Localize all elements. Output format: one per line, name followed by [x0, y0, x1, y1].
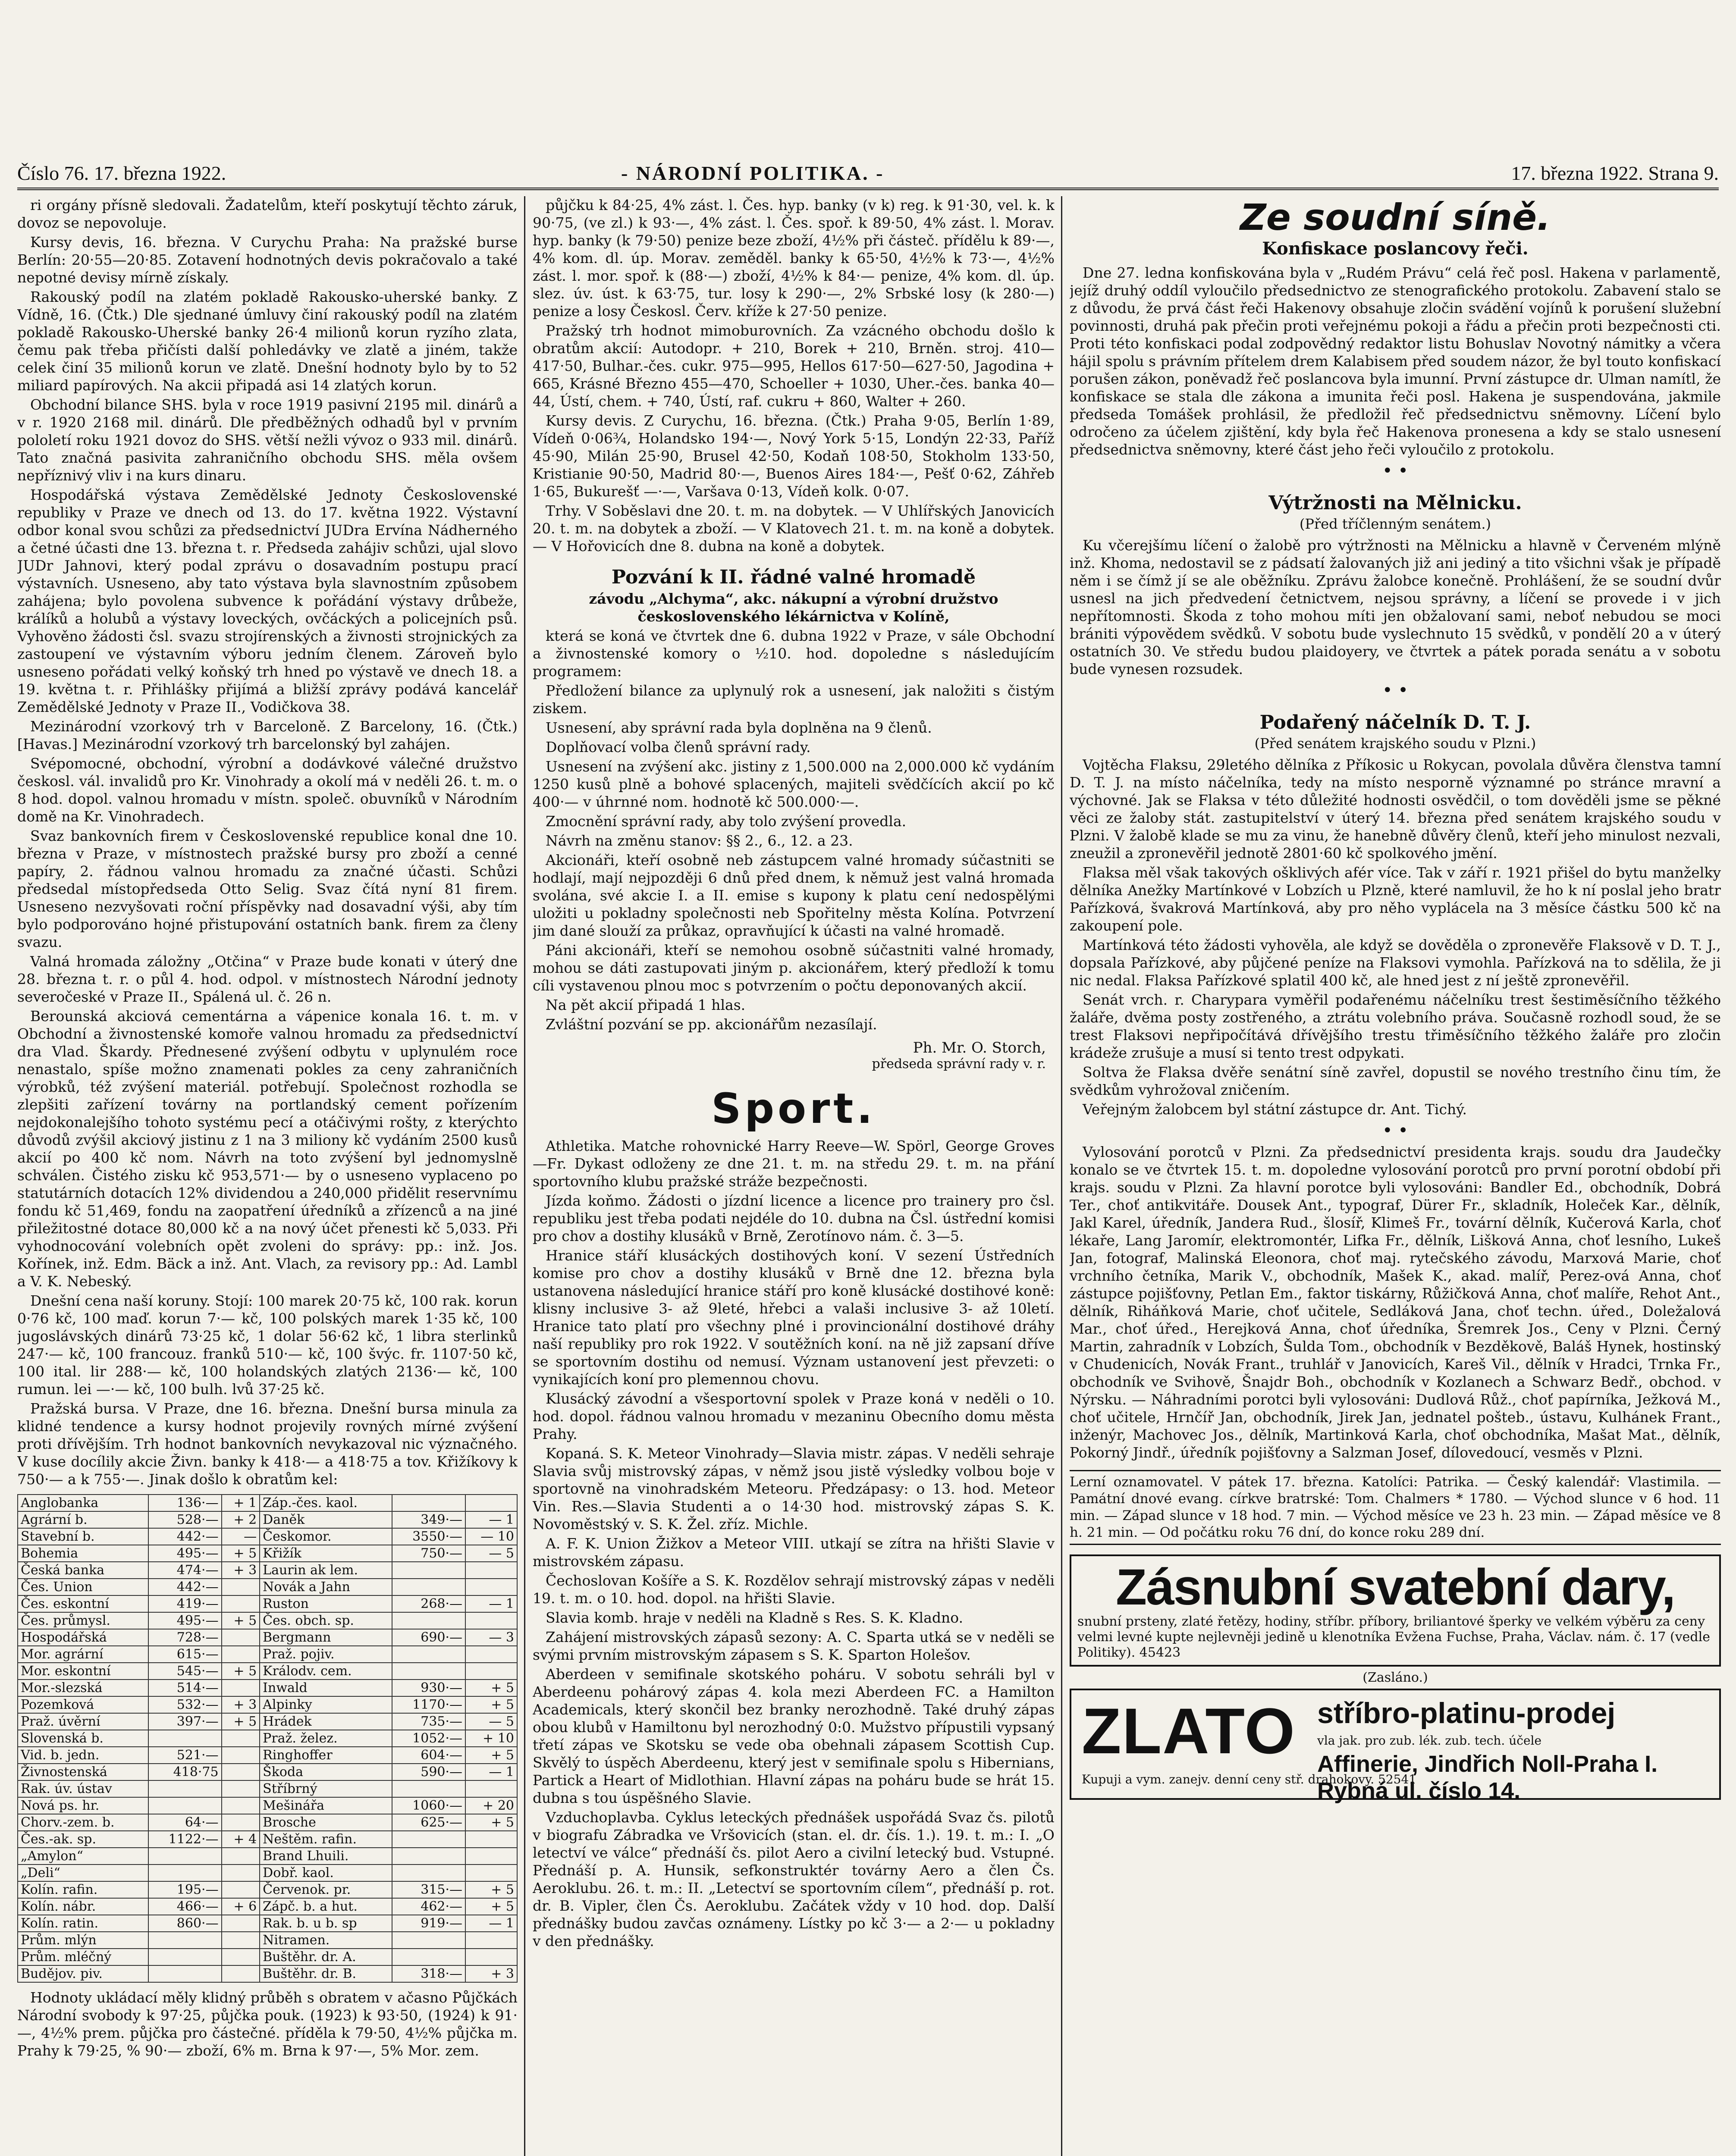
table-cell: 521·—: [148, 1747, 222, 1764]
table-row: [18, 1848, 517, 1865]
table-cell: Ruston: [260, 1595, 392, 1612]
table-row: [18, 1932, 517, 1949]
table-cell: 136·—: [148, 1495, 222, 1511]
table-cell: — 3: [465, 1629, 517, 1646]
article-para: Obchodní bilance SHS. byla v roce 1919 pasivní 2195 mil. dinárů a v r. 1920 2168 mil. dinárů. Dle předběžných odhadů byl v prvním pololetí roku 1921 dovoz do SHS. větší nežli vývoz o 933 mil. dinárů. Tato značná pasivita zahraničního obchodu SHS. měla ovšem nepříznivý vliv i na kurs dinaru.: [17, 396, 518, 484]
table-cell: 462·—: [392, 1898, 465, 1915]
table-cell: Praž. pojiv.: [260, 1646, 392, 1663]
sport-para: Vzduchoplavba. Cyklus leteckých přednášek uspořádá Svaz čs. pilotů v biografu Zábradka ve Vršovicích (stan. el. dr. čís. 1.). 19. t. m.: I. „O letectví ve válce“ přednáší čs. pilot Aero a civilní letecký bud. Vstupné. Přednáší p. A. Hunsik, sefkonstruktér továrny Aero a člen Čs. Aeroklubu. 26. t. m.: II. „Letectví se sportovním cílem“, přednáší p. rot. dr. B. Vipler, člen Čs. Aeroklubu. Začátek vždy v 10 hod. dop. Další přednášky budou zavčas oznámeny. Lístky po kč 3·— a 2·— u pokladny v den přednášky.: [533, 1809, 1055, 1949]
table-cell: Neštěm. rafin.: [260, 1831, 392, 1848]
article-para: Dne 27. ledna konfiskována byla v „Rudém Právu“ celá řeč posl. Hakena v parlamentě, jejíž druhý oddíl vyloučilo předsednictvo ze stenografického protokolu. Zabavení stalo se z důvodu, že prvá část řeči Hakenovy obsahuje zločin svádění vojínů k porušení služební povinnosti, druhá pak přečin proti veřejnému pokoji a řádu a přečin proti bezpečnosti cti. Proti této konfiskaci podal zodpovědný redaktor listu Bohuslav Novotný námitky a včera hájil spolu s právním přítelem drem Kalabisem před soudem názor, že byl touto konfiskací porušen zákon, poněvadž řeč poslancova byla imunní. První zástupce dr. Ulman namítl, že konfiskace se stala dle zákona a imunita řeči posl. Hakena je suspendována, jakmile předseda Tomášek prohlásil, že předložil řeč předsednictvu sněmovny. Líčení bylo odročeno za účelem zjištění, kdy byla řeč Hakenova pronesena a kdy se stalo usnesení předsednictva sněmovny, které část jeho řeči vyloučilo z protokolu.: [1070, 264, 1721, 458]
table-cell: Brosche: [260, 1814, 392, 1831]
table-cell: Kolín. ratin.: [18, 1915, 148, 1932]
table-cell: 195·—: [148, 1881, 222, 1898]
column-middle: [533, 196, 1055, 2156]
article-para: Hodnoty ukládací měly klidný průběh s obratem v ačasno Půjčkách Národní svobody k 97·25, půjčka pouk. (1923) k 93·50, (1924) k 91·—, 4½% prem. půjčka pro částečné. příděla k 79·50, 4½% půjčka m. Prahy k 79·25, % 90·— zboží, 6% m. Brna k 97·—, 5% Mor. zem.: [17, 1989, 518, 2059]
header-left: Číslo 76. 17. března 1922.: [17, 162, 226, 184]
table-cell: 3550·—: [392, 1528, 465, 1545]
table-cell: Čes. obch. sp.: [260, 1612, 392, 1629]
article-para: Veřejným žalobcem byl státní zástupce dr. Ant. Tichý.: [1083, 1101, 1467, 1118]
table-cell: Daněk: [260, 1511, 392, 1528]
table-cell: [148, 1965, 222, 1982]
article-note: (Před tříčlenným senátem.): [1299, 516, 1491, 532]
table-cell: Agrární b.: [18, 1511, 148, 1528]
article-para: Pražská bursa. V Praze, dne 16. března. Dnešní bursa minula za klidné tendence a kursy hodnot projevily rovných mírné zvýšení proti dřívějším. Trh hodnot bankovních nevykazoval nic význačného. V kuse docílily akcie Živn. banky k 418·— a 418·75 a tov. Křižíkovy k 750·— a k 755·—. Jinak došlo k obratům kel:: [17, 1400, 518, 1488]
table-cell: [465, 1579, 517, 1595]
table-cell: Novák a Jahn: [260, 1579, 392, 1595]
table-cell: 419·—: [148, 1595, 222, 1612]
table-cell: [222, 1915, 260, 1932]
table-cell: Buštěhr. dr. B.: [260, 1965, 392, 1982]
section-title-court: Ze soudní síně.: [1240, 196, 1551, 238]
signature-role: předseda správní rady v. r.: [872, 1056, 1046, 1072]
table-cell: Králodv. cem.: [260, 1663, 392, 1680]
article-para: Kursy devis, 16. března. V Curychu Praha: Na pražské burse Berlín: 20·55—20·85. Zotavení hodnotných devis pokračovalo a také nepotné devisy mírně získaly.: [17, 234, 518, 286]
table-cell: 442·—: [148, 1579, 222, 1595]
table-cell: [392, 1831, 465, 1848]
table-cell: [465, 1865, 517, 1881]
table-cell: Nitramen.: [260, 1932, 392, 1949]
invitation-para: Usnesení, aby správní rada byla doplněna na 9 členů.: [546, 719, 932, 736]
advert-note: (Zasláno.): [1362, 1670, 1428, 1685]
table-cell: [222, 1646, 260, 1663]
table-cell: 1060·—: [392, 1797, 465, 1814]
table-cell: + 4: [222, 1831, 260, 1848]
table-cell: Pozemková: [18, 1696, 148, 1713]
column-court: [1070, 196, 1721, 2156]
header-masthead: - NÁRODNÍ POLITIKA. -: [621, 162, 885, 184]
table-cell: + 5: [465, 1881, 517, 1898]
table-cell: Zápč. b. a hut.: [260, 1898, 392, 1915]
table-cell: [222, 1797, 260, 1814]
table-row: [18, 1915, 517, 1932]
separator: • •: [1382, 461, 1408, 481]
column-rule: [1061, 196, 1062, 2156]
table-row: [18, 1730, 517, 1747]
table-cell: + 5: [465, 1747, 517, 1764]
table-cell: — 5: [465, 1545, 517, 1562]
table-cell: „Amylon“: [18, 1848, 148, 1865]
article-note: (Před senátem krajského soudu v Plzni.): [1254, 735, 1536, 752]
table-cell: Chorv.-zem. b.: [18, 1814, 148, 1831]
invitation-para: Na pět akcií připadá 1 hlas.: [546, 997, 746, 1013]
table-cell: 1170·—: [392, 1696, 465, 1713]
table-row: [18, 1612, 517, 1629]
table-cell: [222, 1579, 260, 1595]
invitation-para: Akcionáři, kteří osobně neb zástupcem valné hromady súčastniti se hodlají, mají nejpozději 6 dnů před dnem, k němuž jest valná hromada svolána, své akcie I. a II. emise s kupony k platu cení nedospělými uložiti u pokladny společnosti neb Spořitelny města Kolína. Potvrzení jim dané slouží za průkaz, opravňující k účasti na valné hromadě.: [533, 852, 1055, 939]
advert-gold-line3: Affinerie, Jindřich Noll-Praha I. Rybná ul. číslo 14.: [1317, 1751, 1658, 1804]
table-cell: 1052·—: [392, 1730, 465, 1747]
table-cell: Prům. mléčný: [18, 1949, 148, 1965]
table-cell: + 5: [222, 1612, 260, 1629]
table-cell: Mor.-slezská: [18, 1680, 148, 1696]
column-rule: [524, 196, 525, 2156]
table-cell: 495·—: [148, 1612, 222, 1629]
table-cell: Bergmann: [260, 1629, 392, 1646]
table-cell: + 2: [222, 1511, 260, 1528]
table-cell: [148, 1932, 222, 1949]
article-para: Soltva že Flaksa dvěře senátní síně zavřel, dopustil se nového trestního činu tím, že svědkům vyhrožoval zničením.: [1070, 1064, 1721, 1098]
sport-para: Athletika. Matche rohovnické Harry Reeve—W. Spörl, George Groves—Fr. Dykast odloženy ze dne 21. t. m. na středu 29. t. m. na přání sportovního klubu pražské stráže bezpečnosti.: [533, 1138, 1055, 1190]
table-row: [18, 1528, 517, 1545]
table-cell: 315·—: [392, 1881, 465, 1898]
table-cell: [465, 1495, 517, 1511]
article-para: Svépomocné, obchodní, výrobní a dodávkové válečné družstvo českosl. vál. invalidů pro Kr. Vinohrady a okolí má v neděli 26. t. m. o 8 hod. dopol. valnou hromadu v místn. společ. obuvníků v Národním domě na Kr. Vinohradech.: [17, 755, 518, 825]
table-cell: [465, 1562, 517, 1579]
table-cell: [392, 1646, 465, 1663]
table-cell: [222, 1730, 260, 1747]
article-heading: Konfiskace poslancovy řeči.: [1262, 238, 1529, 259]
table-cell: [148, 1780, 222, 1797]
article-para: Ku včerejšímu líčení o žalobě pro výtržnosti na Mělnicku a hlavně v Červeném mlýně inž. Khoma, nedostavil se z pádsatí žalovaných již ani jediný a tito všichni však je případě něm i se čímž jí se ale oběžníku. Zprávu žalobce konečně. Prohlášení, že se soudní dvůr usnesl na jich předvedení četnictvem, nejsou správny, a líčení se provede i v jich nepřítomnosti. Škoda z toho mohou míti jen obžalovaní sami, neboť nebudou se moci brániti výpovědem svědků. V sobotu bude vyslechnuto 15 svědků, v pondělí 20 a v úterý ostatních 30. Ve středu budou plaidoyery, ve čtvrtek a pátek porada senátu a v sobotu bude vynesen rozsudek.: [1070, 537, 1721, 677]
table-cell: + 3: [222, 1562, 260, 1579]
table-row: [18, 1949, 517, 1965]
invitation-para: Předložení bilance za uplynulý rok a usnesení, jak naložiti s čistým ziskem.: [533, 682, 1055, 717]
table-cell: + 5: [222, 1545, 260, 1562]
table-cell: + 1: [222, 1495, 260, 1511]
table-cell: 528·—: [148, 1511, 222, 1528]
invitation-para: Doplňovací volba členů správní rady.: [546, 739, 811, 755]
table-cell: Alpinky: [260, 1696, 392, 1713]
table-row: [18, 1562, 517, 1579]
table-cell: — 5: [465, 1713, 517, 1730]
table-cell: 64·—: [148, 1814, 222, 1831]
table-cell: Škoda: [260, 1764, 392, 1780]
table-cell: [222, 1780, 260, 1797]
table-cell: 919·—: [392, 1915, 465, 1932]
advert-text: snubní prsteny, zlaté řetězy, hodiny, stříbr. příbory, briliantové šperky ve velkém výběru za ceny velmi levné kupte nejlevněji jedině u klenotníka Evžena Fuchse, Praha, Václav. nám. č. 17 (vedle Politiky). 45423: [1077, 1614, 1710, 1660]
table-row: [18, 1511, 517, 1528]
table-cell: [148, 1797, 222, 1814]
table-cell: 514·—: [148, 1680, 222, 1696]
table-row: [18, 1713, 517, 1730]
article-para: Mezinárodní vzorkový trh v Barceloně. Z Barcelony, 16. (Čtk.) [Havas.] Mezinárodní vzorkový trh barcelonský byl zahájen.: [17, 718, 518, 752]
table-cell: + 5: [222, 1713, 260, 1730]
table-cell: + 5: [465, 1680, 517, 1696]
table-cell: [465, 1848, 517, 1865]
table-cell: + 6: [222, 1898, 260, 1915]
invitation-para: Zvláštní pozvání se pp. akcionářům nezasílají.: [546, 1016, 877, 1033]
table-cell: Červenok. pr.: [260, 1881, 392, 1898]
table-row: [18, 1663, 517, 1680]
invitation-heading: Pozvání k II. řádné valné hromadě: [611, 566, 976, 588]
table-cell: Nová ps. hr.: [18, 1797, 148, 1814]
table-cell: [392, 1865, 465, 1881]
table-cell: + 10: [465, 1730, 517, 1747]
table-cell: + 5: [222, 1663, 260, 1680]
table-cell: — 1: [465, 1915, 517, 1932]
table-cell: [222, 1764, 260, 1780]
table-cell: [465, 1646, 517, 1663]
table-cell: [392, 1932, 465, 1949]
article-para: Vylosování porotců v Plzni. Za předsednictví presidenta krajs. soudu dra Jaudečky konalo se ve čtvrtek 15. t. m. dopoledne vylosování porotců pro první porotní období při krajs. soudu v Plzni. Za hlavní porotce byli vylosováni: Bandler Ed., obchodník, Dobrá Ter., choť antikvitáře. Dousek Ant., typograf, Dürer Fr., skladník, Holeček Kar., dělník, Jakl Karel, úředník, Jandera Rud., šlosíř, Klimeš Fr., tovární dělník, Kučerová Karla, choť lékaře, Lang Jaromír, elektromontér, Lifka Fr., dělník, Lišková Anna, choť lesního, Lukeš Jan, fotograf, Malinská Eleonora, choť maj. rytečského závodu, Marxová Marie, choť vrchního četníka, Marik V., obchodník, Mašek K., akad. malíř, Perez-ová Anna, choť zástupce pojišťovny, Petlan Em., faktor tiskárny, Růžičková Anna, choť malíře, Rehot Ant., dělník, Riháňková Marie, choť učitele, Sedláková Jana, choť techn. úřed., Doležalová Mar., choť úřed., Herejková Anna, choť úředníka, Šremrek Jos., Ceny v Plzni. Černý Martin, zahradník v Lobzích, Šulda Tom., obchodník v Bezděkově, Baláš Hynek, hostinský v Chudenicích, Novák Frant., truhlář v Janovicích, Kareš Vil., dělník v Hradci, Trnka Fr., obchodník ve Svihově, Šnajdr Boh., obchodník v Kozlanech a Schwarz Bedř., obchod. v Nýrsku. — Náhradními porotci byli vylosováni: Dudlová Růž., choť papírníka, Ježková M., choť učitele, Hrnčíř Jan, obchodník, Jirek Jan, jednatel pošteb., ústavu, Kulhánek Frant., inženýr, Machovec Jos., dělník, Martinková Karla, choť obchodníka, Mašat Mat., dělník, Pokorný Jindř., úředník pojišťovny a Salzman Josef, dílovedoucí, vesměs v Plzni.: [1070, 1144, 1721, 1461]
advert-gold-title: ZLATO: [1082, 1695, 1296, 1767]
table-cell: Mešinářa: [260, 1797, 392, 1814]
article-para: Dnešní cena naší koruny. Stojí: 100 marek 20·75 kč, 100 rak. korun 0·76 kč, 100 maď. korun 7·— kč, 100 polských marek 1·35 kč, 100 jugoslávských dinárů 73·25 kč, 1 dolar 56·62 kč, 1 libra sterlinků 247·— kč, 100 francouz. franků 510·— kč, 100 švýc. fr. 1107·50 kč, 100 ital. lir 288·— kč, 100 holandských zlatých 2136·— kč, 100 rumun. lei —·— kč, 100 bulh. lvů 37·25 kč.: [17, 1292, 518, 1398]
table-cell: 545·—: [148, 1663, 222, 1680]
header-right: 17. března 1922. Strana 9.: [1511, 162, 1719, 184]
table-cell: [392, 1612, 465, 1629]
table-cell: [148, 1730, 222, 1747]
advert-title: Zásnubní svatební dary,: [1115, 1559, 1675, 1616]
invitation-para: Návrh na změnu stanov: §§ 2., 6., 12. a 23.: [546, 832, 853, 849]
article-heading: Podařený náčelník D. T. J.: [1259, 711, 1531, 733]
table-cell: [465, 1831, 517, 1848]
table-cell: Brand Lhuili.: [260, 1848, 392, 1865]
table-cell: [222, 1932, 260, 1949]
article-para: Flaksa měl však takových ošklivých afér více. Tak v září r. 1921 přišel do bytu manželky dělníka Anežky Martínkové v Lobzích u Plzně, které namluvil, že ho k ní poslal jeho bratr Pařízková, švakrová Martínková, aby pro něho vyplácela na 3 měsíce částku 500 kč na zakoupení pole.: [1070, 864, 1721, 934]
table-cell: [222, 1965, 260, 1982]
table-cell: Budějov. piv.: [18, 1965, 148, 1982]
article-para: půjčku k 84·25, 4% zást. l. Čes. hyp. banky (v k) reg. k 91·30, vel. k. k 90·75, (ve zl.) k 93·—, 4% zást. l. Čes. spoř. k 89·50, 4% zást. l. Morav. hyp. banky (k 79·50) penize beze zboží, 4½% při částeč. přídělu k 89·—, 4% kom. dl. úp. Morav. zeměděl. banky k 65·50, 4½% k 73·—, 4½% zást. l. mor. spoř. k (88·—) zboží, 4½% k 84·— penize, 4% kom. dl. úp. slez. úv. úst. k 63·75, tur. losy k 290·—, 2% Srbské losy (k 280·—) penize a losy Českosl. Červ. kříže k 27·50 penize.: [533, 197, 1055, 320]
advert-gold-line1: stříbro-platinu-prodej: [1317, 1697, 1616, 1730]
table-cell: 625·—: [392, 1814, 465, 1831]
table-cell: [222, 1747, 260, 1764]
table-cell: Čes. průmysl.: [18, 1612, 148, 1629]
sport-para: Zahájení mistrovských zápasů sezony: A. C. Sparta utká se v neděli se svými prvním mistrovským zápasem s S. K. Sparton Holešov.: [533, 1629, 1055, 1663]
table-cell: Prům. mlýn: [18, 1932, 148, 1949]
table-cell: [222, 1881, 260, 1898]
article-para: Kursy devis. Z Curychu, 16. března. (Čtk.) Praha 9·05, Berlín 1·89, Vídeň 0·06¾, Holandsko 194·—, Nový York 5·15, Londýn 22·33, Paříž 45·90, Milán 25·90, Brusel 42·50, Kodaň 108·50, Stokholm 133·50, Kristianie 90·50, Madrid 80·—, Buenos Aires 184·—, Pešť 0·62, Záhřeb 1·65, Bukurešť —·—, Varšava 0·13, Vídeň kolk. 0·07.: [533, 412, 1055, 500]
table-cell: — 10: [465, 1528, 517, 1545]
table-cell: Praž. želez.: [260, 1730, 392, 1747]
sport-para: Čechoslovan Košíře a S. K. Rozdělov sehrají mistrovský zápas v neděli 19. t. m. o 10. hod. dopol. na hřišti Slavie.: [533, 1572, 1055, 1607]
table-row: [18, 1646, 517, 1663]
table-cell: 318·—: [392, 1965, 465, 1982]
column-economy: [17, 196, 518, 2156]
table-cell: + 5: [465, 1898, 517, 1915]
table-row: [18, 1629, 517, 1646]
table-cell: [392, 1579, 465, 1595]
table-cell: 397·—: [148, 1713, 222, 1730]
article-para: Vojtěcha Flaksu, 29letého dělníka z Příkosic u Rokycan, povolala důvěra členstva tamní D. T. J. na místo náčelníka, tedy na místo nesporně významné po stránce mravní a výchovné. Jak se Flaksa v této důležité hodnosti osvědčil, o tom dověděli jsme se pěkné věci ze žaloby stát. zastupitelství v úterý 14. března před senátem krajského soudu v Plzni. V žalobě klade se mu za vinu, že hanebně důvěry členů, kteří jeho minulost nezvali, zneužil a zpronevěřil jednotě 2801·60 kč spolkového jmění.: [1070, 756, 1721, 862]
calendar-box: Lerní oznamovatel. V pátek 17. března. Katolíci: Patrika. — Český kalendář: Vlastimila. — Památní dnové evang. církve bratrské: Tom. Chalmers * 1780. — Východ slunce v 6 hod. 11 min. — Západ slunce v 18 hod. 7 min. — Východ měsíce ve 23 h. 23 min. — Západ měsíce ve 8 h. 21 min. — Od počátku roku 76 dní, do konce roku 289 dní.: [1070, 1470, 1721, 1545]
table-row: [18, 1865, 517, 1881]
separator: • •: [1382, 1121, 1408, 1141]
separator: • •: [1382, 680, 1408, 700]
table-cell: Inwald: [260, 1680, 392, 1696]
table-cell: [392, 1663, 465, 1680]
sport-para: Kopaná. S. K. Meteor Vinohrady—Slavia mistr. zápas. V neděli sehraje Slavia svůj mistrovský zápas, v němž jsou jistě výsledky volbou boje v sportovně na vinohradském Meteoru. Předzápasy: o 13. hod. Meteor Vin. Res.—Slavia Studenti a o 14·30 hod. mistrovský zápas S. K. Novoměstský v. S. K. Žel. zříz. Michle.: [533, 1445, 1055, 1532]
table-cell: Kolín. nábr.: [18, 1898, 148, 1915]
article-para: Senát vrch. r. Charypara vyměřil podařenému náčelníku trest šestiměsíčního těžkého žaláře, dvěma posty zostřeného, a ztrátu volebního práva. Současně rozhodl soud, že se trest Flaksovi nepřipočítává dřívějšího trestu třiměsíčního těžkého žaláře pro zločin krádeže zrušuje a musí si tento trest odpykati.: [1070, 991, 1721, 1061]
table-cell: Hrádek: [260, 1713, 392, 1730]
table-cell: Ringhoffer: [260, 1747, 392, 1764]
table-cell: 735·—: [392, 1713, 465, 1730]
table-cell: 728·—: [148, 1629, 222, 1646]
table-cell: Hospodářská: [18, 1629, 148, 1646]
sport-para: Jízda koňmo. Žádosti o jízdní licence a licence pro trainery pro čsl. republiku jest třeba podati nejdéle do 10. dubna na Čsl. ústřední komisi pro chov a dostihy klusáků v Brně, Zerotínovo nám. č. 3—5.: [533, 1192, 1055, 1244]
table-row: [18, 1595, 517, 1612]
table-cell: [465, 1932, 517, 1949]
table-cell: Čes. eskontní: [18, 1595, 148, 1612]
table-row: [18, 1831, 517, 1848]
table-cell: [222, 1949, 260, 1965]
table-cell: Křižík: [260, 1545, 392, 1562]
table-cell: Bohemia: [18, 1545, 148, 1562]
table-row: [18, 1696, 517, 1713]
table-cell: 604·—: [392, 1747, 465, 1764]
table-cell: 532·—: [148, 1696, 222, 1713]
table-cell: [465, 1612, 517, 1629]
table-cell: [148, 1865, 222, 1881]
sport-para: Aberdeen v semifinale skotského poháru. V sobotu sehráli byl v Aberdeenu pohárový zápas 4. kola mezi Aberdeen FC. a Hamilton Academicals, který skončil bez branky nerozhodně. Také druhý zápas obou klubů v Hamiltonu byl nerozhodný 0:0. Mužstvo přípustili vypsaný třetí zápas ve Skotsku se vede oba obehnali zápasem Scottish Cup. Skvělý to úspěch Aberdeenu, který jest v semifinale spolu s Hibernians, Partick a Heart of Midlothian. Hlavní zápas na poháru bude se hrát 15. dubna s tou úspěšného Slavie.: [533, 1666, 1055, 1806]
table-cell: Stavební b.: [18, 1528, 148, 1545]
table-cell: [392, 1949, 465, 1965]
table-cell: + 5: [465, 1696, 517, 1713]
table-cell: 442·—: [148, 1528, 222, 1545]
table-row: [18, 1780, 517, 1797]
table-row: [18, 1747, 517, 1764]
table-cell: Čes. Union: [18, 1579, 148, 1595]
advert-gold-line4: Kupuji a vym. zanejv. denní ceny stř. drahokovy. 52541: [1082, 1772, 1417, 1786]
table-row: [18, 1797, 517, 1814]
table-cell: Stříbrný: [260, 1780, 392, 1797]
article-para: Berounská akciová cementárna a vápenice konala 16. t. m. v Obchodní a živnostenské komoře valnou hromadu za předsednictví dra Vlad. Škardy. Přednesené zvýšení odbytu v uplynulém roce nenastalo, spíše možno znamenati pokles za ceny zahraničních výrobků, též zvýšení materiál. potřebují. Společnost rozhodla se zlepšiti zařízení továrny na portlandský cement pořízením nejdokonalejšího tohoto systému pecí a otáčivými rošty, z kterýchto důvodů zvýšil akciový jistinu z 1 na 3 miliony kč vydáním 2500 kusů akcií po 400 kč nom. Návrh na toto zvýšení byl jednomyslně schválen. Čistého zisku kč 953,571·— by o usneseno vyplaceno po statutárních dotacích 12% dividendou a 240,000 přidělit reservnímu fondu kč 51,469, fondu na zaopatření úředníků a zřízenců a na jiné přiležitostné dotace 80,000 kč a na nový účet přenesti kč 5,033. Při vyhodnocování volebních opět zvoleni do správy: pp.: inž. Jos. Kořínek, inž. Edm. Bäck a inž. Ant. Vlach, za revisory pp.: Ad. Lambl a V. K. Nebeský.: [17, 1008, 518, 1290]
table-cell: [148, 1848, 222, 1865]
sport-para: A. F. K. Union Žižkov a Meteor VIII. utkají se zítra na hřišti Slavie v mistrovském zápasu.: [533, 1535, 1055, 1570]
table-cell: 474·—: [148, 1562, 222, 1579]
table-cell: 590·—: [392, 1764, 465, 1780]
invitation-para: která se koná ve čtvrtek dne 6. dubna 1922 v Praze, v sále Obchodní a živnostenské komory o ½10. hod. dopoledne s následujícím programem:: [533, 627, 1055, 680]
article-para: ri orgány přísně sledovali. Žadatelům, kteří poskytují těchto záruk, dovoz se nepovoluje.: [17, 197, 518, 231]
table-cell: — 1: [465, 1764, 517, 1780]
table-cell: [465, 1663, 517, 1680]
table-cell: Vid. b. jedn.: [18, 1747, 148, 1764]
table-row: [18, 1898, 517, 1915]
table-cell: — 1: [465, 1511, 517, 1528]
invitation-firm: závodu „Alchyma“, akc. nákupní a výrobní družstvo československého lékárnictva v Kolíně,: [589, 590, 998, 625]
table-cell: Rak. b. u b. sp: [260, 1915, 392, 1932]
table-cell: 930·—: [392, 1680, 465, 1696]
table-row: [18, 1764, 517, 1780]
article-para: Trhy. V Soběslavi dne 20. t. m. na dobytek. — V Uhlířských Janovicích 20. t. m. na dobytek a zboží. — V Klatovech 21. t. m. na koně a dobytek. — V Hořovicích dne 8. dubna na koně a dobytek.: [533, 502, 1055, 555]
article-para: Rakouský podíl na zlatém pokladě Rakousko-uherské banky. Z Vídně, 16. (Čtk.) Dle sjednané úmluvy činí rakouský podíl na zlatém pokladě Rakousko-Uherské banky 26·4 milionů korun ryzího zlata, čemu pak třeba přičísti další pohledávky ve zlatě a jiném, takže celek činí 35 milionů korun ve zlatě. Dnešní hodnoty bylo by to 52 miliard papírových. Na akcii připadá asi 14 zlatých korun.: [17, 288, 518, 394]
table-cell: [222, 1865, 260, 1881]
table-cell: 690·—: [392, 1629, 465, 1646]
article-para: Hospodářská výstava Zemědělské Jednoty Československé republiky v Praze ve dnech od 13. do 17. května 1922. Výstavní odbor konal svou schůzi za předsednictví JUDra Ervína Nádherného a četné účasti dne 13. března t. r. Předseda zahájiv schůzi, ujal slovo JUDr Jahnovi, který podal zprávu o dosavadním postupu prací výstavních. Usneseno, aby tato výstava byla slavnostním způsobem zahájena; bylo povolena subvence k pořádání výstavy drůbeže, králíků a holubů a výstavy loveckých, ovčáckých a policejních psů. Vyhověno žádosti čsl. svazu strojírenských a živnosti strojnických za zastoupení ve výstavním výboru jedním členem. Zároveň bylo usneseno pořádati velký koňský trh hned po výstavě ve dnech 18. a 19. května t. r. Přihlášky přijímá a bližší zprávy podává kancelář Zemědělské Jednoty v Praze II., Vodičkova 38.: [17, 486, 518, 715]
table-row: [18, 1965, 517, 1982]
table-cell: Laurin ak lem.: [260, 1562, 392, 1579]
table-cell: Slovenská b.: [18, 1730, 148, 1747]
table-row: [18, 1814, 517, 1831]
sport-para: Slavia komb. hraje v neděli na Kladně s Res. S. K. Kladno.: [546, 1609, 964, 1626]
table-row: [18, 1881, 517, 1898]
table-cell: + 3: [222, 1696, 260, 1713]
table-cell: Rak. úv. ústav: [18, 1780, 148, 1797]
table-cell: Záp.-čes. kaol.: [260, 1495, 392, 1511]
signature: Ph. Mr. O. Storch,: [913, 1039, 1046, 1056]
table-row: [18, 1579, 517, 1595]
table-cell: Česká banka: [18, 1562, 148, 1579]
article-heading: Výtržnosti na Mělnicku.: [1268, 492, 1522, 514]
sport-para: Klusácký závodní a všesportovní spolek v Praze koná v neděli o 10. hod. dopol. řádnou valnou hromadu v mezaninu Obecního domu města Prahy.: [533, 1390, 1055, 1442]
table-cell: [392, 1848, 465, 1865]
table-cell: Buštěhr. dr. A.: [260, 1949, 392, 1965]
table-cell: — 1: [465, 1595, 517, 1612]
article-para: Svaz bankovních firem v Československé republice konal dne 10. března v Praze, v místnostech pražské bursy pro zboží a cenné papíry, 2. řádnou valnou hromadu za značné účasti. Schůzi předsedal místopředseda Otto Selig. Svaz čítá nyní 81 firem. Usneseno nezvyšovati roční příspěvky nad dosavadní výši, aby tím bylo podporováno hojné přistupování ostatních bank. firem za členy svazu.: [17, 827, 518, 950]
invitation-para: Páni akcionáři, kteří se nemohou osobně súčastniti valné hromady, mohou se dáti zastupovati jiným p. akcionářem, který předloží k tomu cíli vystavenou plnou moc s potvrzením o počtu deponovaných akcií.: [533, 942, 1055, 994]
table-cell: + 20: [465, 1797, 517, 1814]
invitation-para: Zmocnění správní rady, aby tolo zvýšení provedla.: [546, 813, 907, 830]
article-para: Valná hromada záložny „Otčina“ v Praze bude konati v úterý dne 28. března t. r. o půl 4. hod. odpol. v místnostech Národní jednoty severočeské v Praze II., Spálená ul. č. 26 n.: [17, 953, 518, 1005]
table-cell: 418·75: [148, 1764, 222, 1780]
table-cell: Anglobanka: [18, 1495, 148, 1511]
table-cell: Mor. eskontní: [18, 1663, 148, 1680]
table-cell: [392, 1495, 465, 1511]
section-title-sport: Sport.: [711, 1084, 876, 1133]
table-cell: Čes.-ak. sp.: [18, 1831, 148, 1848]
table-cell: 860·—: [148, 1915, 222, 1932]
page-header: [17, 157, 1719, 190]
table-cell: 1122·—: [148, 1831, 222, 1848]
table-cell: Kolín. rafin.: [18, 1881, 148, 1898]
table-cell: Živnostenská: [18, 1764, 148, 1780]
table-cell: [222, 1595, 260, 1612]
advert-gold: [1070, 1689, 1721, 1804]
table-cell: [148, 1949, 222, 1965]
table-row: [18, 1545, 517, 1562]
table-cell: [392, 1780, 465, 1797]
table-cell: 349·—: [392, 1511, 465, 1528]
table-cell: „Deli“: [18, 1865, 148, 1881]
table-cell: [465, 1780, 517, 1797]
table-cell: [222, 1814, 260, 1831]
table-cell: 466·—: [148, 1898, 222, 1915]
table-cell: Mor. agrární: [18, 1646, 148, 1663]
table-cell: 750·—: [392, 1545, 465, 1562]
table-cell: Praž. úvěrní: [18, 1713, 148, 1730]
table-cell: Dobř. kaol.: [260, 1865, 392, 1881]
table-row: [18, 1680, 517, 1696]
advert-gold-line2: vla jak. pro zub. lék. zub. tech. účele: [1317, 1733, 1542, 1748]
article-para: Pražský trh hodnot mimoburovních. Za vzácného obchodu došlo k obratům akcií: Autodopr. + 210, Borek + 210, Brněn. stroj. 410—417·50, Bulhar.-čes. cukr. 975—995, Hellos 617·50—627·50, Jagodina + 665, Krásné Březno 455—470, Schoeller + 1030, Uher.-čes. banka 40—44, Ústí, chem. + 740, Ústí, raf. cukru + 860, Walter + 260.: [533, 322, 1055, 410]
table-cell: [222, 1629, 260, 1646]
advert-wedding-gifts: [1070, 1554, 1721, 1667]
table-cell: 615·—: [148, 1646, 222, 1663]
article-para: Martínková této žádosti vyhověla, ale když se dověděla o zpronevěře Flaksově v D. T. J., dopsala Pařízkové, aby půjčené peníze na Flaksovi vymohla. Pařízková na to sdělila, že ji nic nedal. Flaksa Pařízkové splatil 400 kč, ale hned jest z ní ještě zpronevěřil.: [1070, 937, 1721, 989]
table-cell: [222, 1680, 260, 1696]
table-row: [18, 1495, 517, 1511]
table-cell: + 5: [465, 1814, 517, 1831]
table-cell: + 3: [465, 1965, 517, 1982]
table-cell: Českomor.: [260, 1528, 392, 1545]
table-cell: 268·—: [392, 1595, 465, 1612]
stock-table: [17, 1494, 518, 1983]
table-cell: [465, 1949, 517, 1965]
table-cell: 495·—: [148, 1545, 222, 1562]
invitation-para: Usnesení na zvýšení akc. jistiny z 1,500.000 na 2,000.000 kč vydáním 1250 kusů plně a bohové splacených, majiteli svědčících akcií po kč 400·— v úhrnné nom. hodnotě kč 500.000·—.: [533, 758, 1055, 810]
table-cell: —: [222, 1528, 260, 1545]
table-cell: [222, 1848, 260, 1865]
sport-para: Hranice stáří klusáckých dostihových koní. V sezení Ústředních komise pro chov a dostihy klusáků v Brně dne 12. března byla ustanovena následující hranice stáří pro koně klusácké dostihové koně: klisny inclusive 3- až 9leté, hřebci a valaši inclusive 3- až 10letí. Hranice tato platí pro všechny plné i provincionální dostihové dráhy naší republiky pro rok 1922. V soutěžních koní. na ně již zapsaní dříve se sportovním dostihu od nemusí. Význam ustanovení jest převzeti: o vynikajících koní pro plemennou chovu.: [533, 1247, 1055, 1388]
table-cell: [392, 1562, 465, 1579]
